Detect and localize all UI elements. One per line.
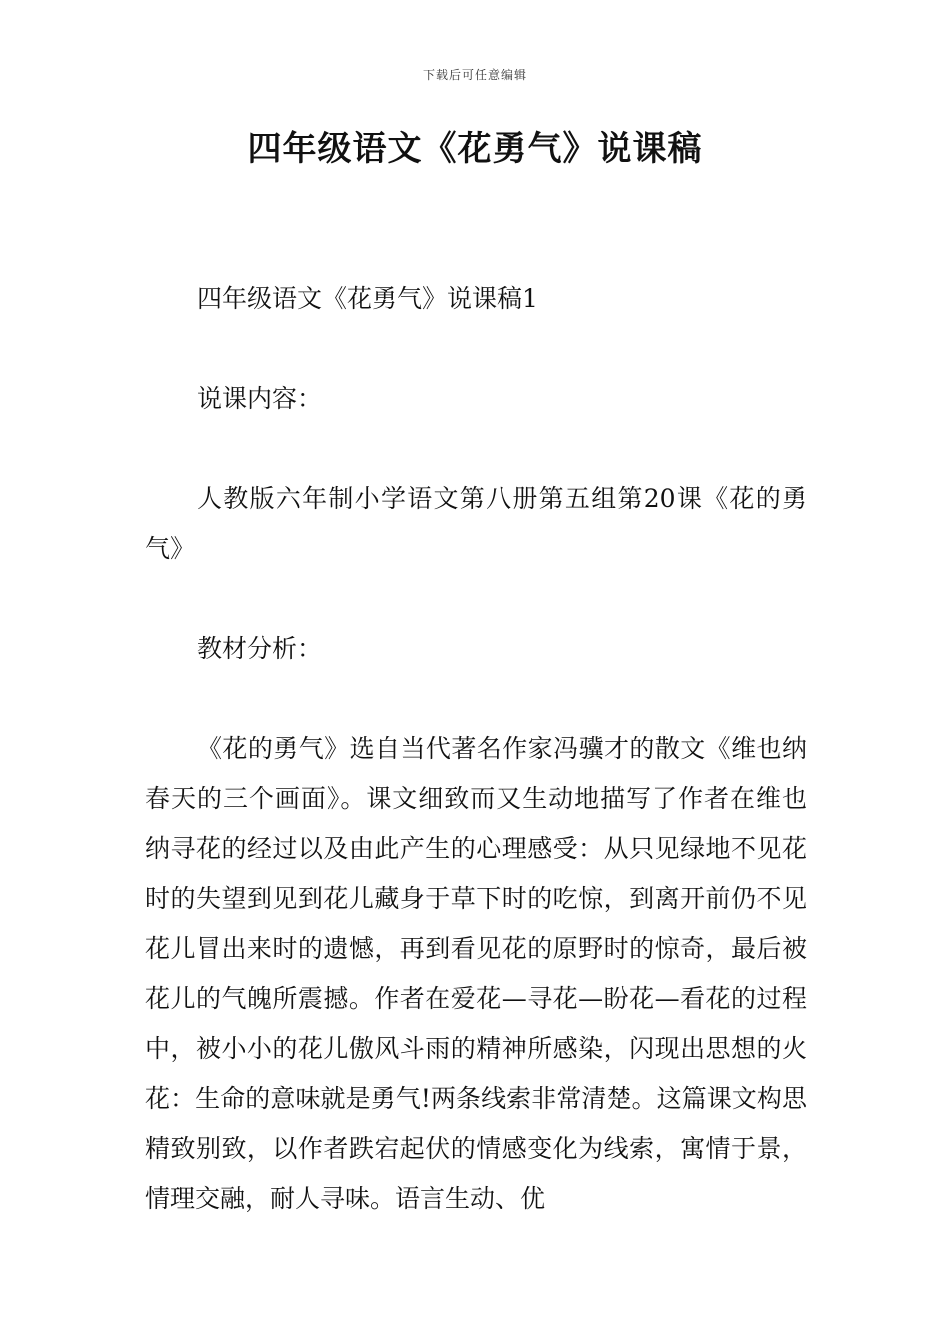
document-body — [145, 274, 807, 1224]
paragraph-gap — [145, 324, 807, 374]
subtitle-paragraph: 四年级语文《花勇气》说课稿1 — [197, 284, 538, 313]
section-heading-content: 说课内容： — [197, 384, 323, 413]
header-note: 下载后可任意编辑 — [422, 68, 527, 82]
section-heading-analysis: 教材分析： — [197, 634, 323, 663]
analysis-paragraph: 《花的勇气》选自当代著名作家冯骥才的散文《维也纳春天的三个画面》。课文细致而又生动地描写了作者在维也纳寻花的经过以及由此产生的心理感受：从只见绿地不见花时的失望到见到花儿藏身于草下时的吃惊，到离开前仍不见花儿冒出来时的遗憾，再到看见花的原野时的惊奇，最后被花儿的气魄所震撼。作者在爱花—寻花—盼花—看花的过程中，被小小的花儿傲风斗雨的精神所感染，闪现出思想的火花：生命的意味就是勇气!两条线索非常清楚。这篇课文构思精致别致，以作者跌宕起伏的情感变化为线索，寓情于景，情理交融，耐人寻味。语言生动、优 — [145, 734, 807, 1213]
paragraph-gap — [145, 574, 807, 624]
content-paragraph: 人教版六年制小学语文第八册第五组第20课《花的勇气》 — [145, 484, 807, 563]
paragraph-gap — [145, 424, 807, 474]
paragraph-gap — [145, 674, 807, 724]
document-title: 四年级语文《花勇气》说课稿 — [247, 129, 703, 169]
